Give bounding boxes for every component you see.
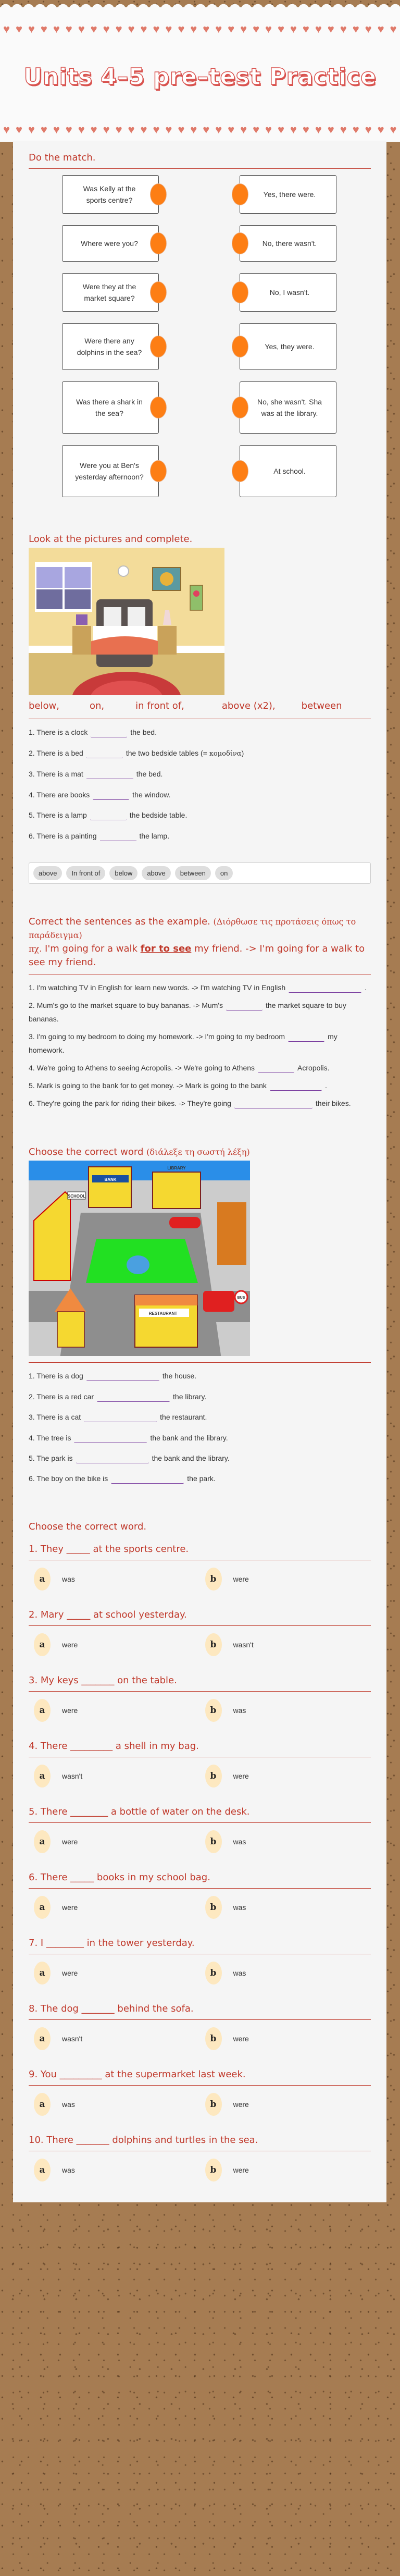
- heart-icon: ♥: [215, 124, 222, 136]
- heart-icon: ♥: [390, 23, 397, 35]
- answer-blank-input[interactable]: [86, 750, 123, 758]
- heart-icon: ♥: [390, 124, 397, 136]
- option-letter-b-icon: b: [205, 1699, 222, 1722]
- mc-question-text: 10. There _______ dolphins and turtles in the sea.: [29, 2135, 371, 2151]
- mc-option-b[interactable]: [200, 1830, 371, 1853]
- option-label: were: [233, 1574, 249, 1583]
- option-label: were: [62, 1706, 78, 1715]
- section-title: Choose the correct word (διάλεξε τη σωστή λέξη): [29, 1147, 250, 1158]
- heart-icon: ♥: [140, 23, 147, 35]
- connector-dot-icon[interactable]: [150, 460, 167, 482]
- heart-icon: ♥: [203, 124, 210, 136]
- heart-icon: ♥: [115, 124, 122, 136]
- mc-option-a[interactable]: [29, 2159, 200, 2181]
- mc-options: [29, 2093, 371, 2116]
- heart-icon: ♥: [128, 124, 135, 136]
- fill-sentence: 4. There are books the window.: [29, 790, 171, 799]
- correct-sentence: 5. Mark is going to the bank for to get money. -> Mark is going to the bank .: [29, 1081, 327, 1090]
- heart-icon: ♥: [28, 124, 35, 136]
- mc-question: [29, 1872, 371, 1919]
- answer-blank-input[interactable]: [270, 1082, 322, 1091]
- mc-option-b[interactable]: [200, 1765, 371, 1788]
- match-question-text: Were there any dolphins in the sea?: [77, 336, 142, 356]
- connector-dot-icon[interactable]: [150, 397, 167, 418]
- option-label: was: [233, 1968, 246, 1977]
- mc-options: [29, 1765, 371, 1788]
- word-bank-chip[interactable]: below: [109, 866, 138, 880]
- mc-option-a[interactable]: [29, 1633, 200, 1656]
- mc-option-b[interactable]: [200, 1568, 371, 1591]
- mc-question-text: 2. Mary _____ at school yesterday.: [29, 1609, 371, 1626]
- match-answer-text: No, I wasn't.: [269, 288, 310, 297]
- mc-question-text: 3. My keys _______ on the table.: [29, 1675, 371, 1692]
- town-section: [29, 1147, 371, 1484]
- option-label: were: [62, 1640, 78, 1649]
- match-question-text: Were you at Ben's yesterday afternoon?: [75, 461, 144, 481]
- bedroom-illustration-icon: [29, 548, 224, 695]
- mc-question-text: 5. There ________ a bottle of water on the desk.: [29, 1806, 371, 1823]
- option-letter-a-icon: a: [34, 1568, 51, 1591]
- word-bank-chip[interactable]: In front of: [66, 866, 105, 880]
- mc-question-text: 1. They _____ at the sports centre.: [29, 1544, 371, 1560]
- connector-dot-icon[interactable]: [150, 281, 167, 303]
- match-row: [29, 381, 371, 434]
- svg-text:SCHOOL: SCHOOL: [67, 1194, 86, 1199]
- heart-icon: ♥: [190, 23, 197, 35]
- heart-icon: ♥: [253, 124, 260, 136]
- match-answer-text: Yes, there were.: [263, 190, 316, 199]
- heart-icon: ♥: [153, 124, 160, 136]
- heart-icon: ♥: [128, 23, 135, 35]
- option-label: wasn't: [233, 1640, 254, 1649]
- option-letter-a-icon: a: [34, 2027, 51, 2050]
- option-label: was: [62, 2165, 75, 2174]
- heart-icon: ♥: [228, 23, 235, 35]
- heart-icon: ♥: [315, 124, 322, 136]
- heart-icon: ♥: [140, 124, 147, 136]
- heart-icon: ♥: [165, 124, 172, 136]
- heart-icon: ♥: [327, 23, 334, 35]
- connector-dot-icon[interactable]: [232, 460, 248, 482]
- word-hint: [29, 699, 371, 719]
- option-label: wasn't: [62, 2034, 83, 2043]
- match-row: [29, 323, 371, 370]
- mc-question: [29, 1806, 371, 1853]
- heart-icon: ♥: [78, 124, 85, 136]
- heart-icon: ♥: [228, 124, 235, 136]
- option-letter-b-icon: b: [205, 1896, 222, 1919]
- svg-text:BUS: BUS: [237, 1296, 245, 1300]
- heart-icon: ♥: [302, 124, 309, 136]
- heart-icon: ♥: [340, 23, 347, 35]
- fill-sentence: 4. The tree is the bank and the library.: [29, 1433, 228, 1442]
- mc-question: [29, 1544, 371, 1591]
- hint-word: in front of,: [135, 700, 184, 711]
- match-row: [29, 445, 371, 497]
- option-label: wasn't: [62, 1771, 83, 1780]
- correct-sentence: 4. We're going to Athens to seeing Acropolis. -> We're going to Athens Acropolis.: [29, 1063, 330, 1072]
- option-letter-a-icon: a: [34, 1699, 51, 1722]
- correct-sentences: [29, 981, 371, 1110]
- multiple-choice-questions: [29, 1544, 371, 2181]
- option-letter-a-icon: a: [34, 1633, 51, 1656]
- mc-question: [29, 2069, 371, 2116]
- town-map-illustration-icon: [29, 1161, 250, 1356]
- heart-icon: ♥: [103, 124, 110, 136]
- match-area: [29, 175, 371, 519]
- option-letter-b-icon: b: [205, 1568, 222, 1591]
- match-question-text: Was there a shark in the sea?: [76, 397, 143, 417]
- mc-option-b[interactable]: [200, 1633, 371, 1656]
- heart-icon: ♥: [277, 124, 285, 136]
- match-question[interactable]: [62, 225, 159, 262]
- heart-icon: ♥: [352, 23, 359, 35]
- option-letter-b-icon: b: [205, 1633, 222, 1656]
- connector-dot-icon[interactable]: [232, 397, 248, 418]
- option-letter-a-icon: a: [34, 1962, 51, 1985]
- heart-icon: ♥: [3, 124, 10, 136]
- heart-icon: ♥: [53, 124, 60, 136]
- heart-icon: ♥: [290, 23, 297, 35]
- match-answer-text: At school.: [273, 466, 306, 475]
- correct-sentence: 1. I'm watching TV in English for learn new words. -> I'm watching TV in English .: [29, 983, 367, 992]
- mc-question: [29, 1675, 371, 1722]
- mc-option-a[interactable]: [29, 1830, 200, 1853]
- fill-sentence: 5. There is a lamp the bedside table.: [29, 811, 188, 820]
- fill-sentence: 2. There is a bed the two bedside tables (= κομοδίνα): [29, 748, 244, 758]
- answer-blank-input[interactable]: [111, 1475, 184, 1484]
- mc-option-a[interactable]: [29, 1568, 200, 1591]
- option-label: was: [233, 1903, 246, 1912]
- heart-icon: ♥: [53, 23, 60, 35]
- heart-icon: ♥: [90, 23, 97, 35]
- page-header: [0, 7, 400, 142]
- heart-icon: ♥: [365, 23, 372, 35]
- mc-option-a[interactable]: [29, 1765, 200, 1788]
- answer-blank-input[interactable]: [234, 1100, 312, 1108]
- answer-blank-input[interactable]: [86, 1373, 159, 1381]
- match-question[interactable]: [62, 273, 159, 312]
- mc-question: [29, 2003, 371, 2050]
- mc-question-text: 8. The dog _______ behind the sofa.: [29, 2003, 371, 2020]
- match-question[interactable]: [62, 445, 159, 497]
- section-title: Choose the correct word.: [29, 1521, 147, 1532]
- match-question-text: Where were you?: [81, 239, 138, 248]
- connector-dot-icon[interactable]: [232, 281, 248, 303]
- heart-icon: ♥: [253, 23, 260, 35]
- heart-icon: ♥: [103, 23, 110, 35]
- board-footer: [0, 2202, 400, 2220]
- heart-icon: ♥: [40, 124, 47, 136]
- section-title: Do the match.: [29, 152, 371, 169]
- heart-icon: ♥: [65, 124, 72, 136]
- answer-blank-input[interactable]: [91, 729, 127, 737]
- match-answer[interactable]: [240, 445, 336, 497]
- option-label: was: [233, 1706, 246, 1715]
- mc-question-text: 7. I ________ in the tower yesterday.: [29, 1938, 371, 1954]
- heart-icon: ♥: [302, 23, 309, 35]
- mc-question-text: 9. You _________ at the supermarket last week.: [29, 2069, 371, 2086]
- connector-dot-icon[interactable]: [150, 336, 167, 358]
- match-answer[interactable]: [240, 225, 336, 262]
- mc-option-a[interactable]: [29, 1699, 200, 1722]
- page-title: Units 4–5 pre–test Practice: [23, 64, 377, 90]
- option-letter-b-icon: b: [205, 1765, 222, 1788]
- heart-icon: ♥: [40, 23, 47, 35]
- mc-option-b[interactable]: [200, 1962, 371, 1985]
- example-error-highlight: for to see: [140, 943, 192, 955]
- word-bank-chip[interactable]: above: [33, 866, 62, 880]
- mc-options: [29, 1568, 371, 1591]
- answer-blank-input[interactable]: [86, 771, 133, 779]
- connector-dot-icon[interactable]: [150, 183, 167, 205]
- answer-blank-input[interactable]: [90, 812, 127, 820]
- heart-icon: ♥: [178, 23, 185, 35]
- hint-word: above (x2),: [221, 700, 276, 711]
- answer-blank-input[interactable]: [93, 792, 129, 800]
- option-letter-a-icon: a: [34, 1765, 51, 1788]
- mc-question-text: 4. There _________ a shell in my bag.: [29, 1741, 371, 1757]
- heart-icon: ♥: [377, 23, 384, 35]
- match-question[interactable]: [62, 381, 159, 434]
- hearts-border-top: [3, 23, 397, 35]
- option-letter-b-icon: b: [205, 1830, 222, 1853]
- match-answer-text: No, she wasn't. Sha was at the library.: [257, 397, 322, 417]
- mc-option-a[interactable]: [29, 1896, 200, 1919]
- answer-blank-input[interactable]: [74, 1435, 147, 1443]
- connector-dot-icon[interactable]: [232, 232, 248, 254]
- option-letter-a-icon: a: [34, 2159, 51, 2181]
- heart-icon: ♥: [265, 124, 272, 136]
- answer-blank-input[interactable]: [76, 1455, 149, 1463]
- heart-icon: ♥: [290, 124, 297, 136]
- answer-blank-input[interactable]: [97, 1394, 170, 1402]
- mc-option-b[interactable]: [200, 2027, 371, 2050]
- bedroom-sentences: [29, 726, 371, 842]
- mc-option-b[interactable]: [200, 2159, 371, 2181]
- answer-blank-input[interactable]: [84, 1414, 157, 1422]
- mc-question-text: 6. There _____ books in my school bag.: [29, 1872, 371, 1889]
- heart-icon: ♥: [340, 124, 347, 136]
- fill-sentence: 6. The boy on the bike is the park.: [29, 1474, 216, 1483]
- match-question[interactable]: [62, 323, 159, 370]
- section-title: Look at the pictures and complete.: [29, 534, 193, 545]
- fill-sentence: 3. There is a mat the bed.: [29, 770, 163, 779]
- heart-icon: ♥: [377, 124, 384, 136]
- mc-option-b[interactable]: [200, 1699, 371, 1722]
- heart-icon: ♥: [3, 23, 10, 35]
- hint-word: below,: [29, 700, 59, 711]
- correct-sentence: 6. They're going the park for riding their bikes. -> They're going their bikes.: [29, 1099, 351, 1107]
- heart-icon: ♥: [327, 124, 334, 136]
- option-letter-a-icon: a: [34, 1830, 51, 1853]
- mc-option-a[interactable]: [29, 2027, 200, 2050]
- option-label: was: [233, 1837, 246, 1846]
- match-row: [29, 175, 371, 214]
- word-bank: [29, 862, 371, 884]
- heart-icon: ♥: [215, 23, 222, 35]
- hint-word: between: [301, 700, 342, 711]
- heart-icon: ♥: [28, 23, 35, 35]
- fill-sentence: 3. There is a cat the restaurant.: [29, 1413, 207, 1422]
- heart-icon: ♥: [153, 23, 160, 35]
- match-row: [29, 273, 371, 312]
- mc-option-b[interactable]: [200, 2093, 371, 2116]
- fill-sentence: 1. There is a clock the bed.: [29, 728, 157, 737]
- match-answer[interactable]: [240, 175, 336, 214]
- mc-question: [29, 1609, 371, 1656]
- svg-text:BANK: BANK: [104, 1177, 117, 1182]
- heart-icon: ♥: [190, 124, 197, 136]
- match-question[interactable]: [62, 175, 159, 214]
- correct-section: [29, 915, 371, 1111]
- correct-sentence: 2. Mum's go to the market square to buy bananas. -> Mum's the market square to buy bananas.: [29, 1001, 346, 1024]
- option-label: were: [233, 1771, 249, 1780]
- heart-icon: ♥: [352, 124, 359, 136]
- option-label: were: [233, 2034, 249, 2043]
- fill-sentence: 6. There is a painting the lamp.: [29, 831, 170, 840]
- heart-icon: ♥: [15, 23, 23, 35]
- option-letter-b-icon: b: [205, 2027, 222, 2050]
- option-letter-b-icon: b: [205, 2093, 222, 2116]
- multiple-choice-section: [29, 1521, 371, 2181]
- option-letter-b-icon: b: [205, 1962, 222, 1985]
- option-letter-a-icon: a: [34, 1896, 51, 1919]
- heart-icon: ♥: [78, 23, 85, 35]
- connector-dot-icon[interactable]: [232, 336, 248, 358]
- match-answer[interactable]: [240, 323, 336, 370]
- match-answer[interactable]: [240, 381, 336, 434]
- match-section: [29, 152, 371, 519]
- option-label: were: [62, 1968, 78, 1977]
- heart-icon: ♥: [240, 124, 247, 136]
- bedroom-section: [29, 534, 371, 884]
- mc-question: [29, 1938, 371, 1985]
- option-label: were: [62, 1837, 78, 1846]
- heart-icon: ♥: [315, 23, 322, 35]
- mc-question: [29, 1741, 371, 1788]
- option-label: was: [62, 2100, 75, 2109]
- word-bank-chip[interactable]: above: [142, 866, 170, 880]
- hearts-border-bottom: [3, 124, 397, 136]
- fill-sentence: 1. There is a dog the house.: [29, 1372, 197, 1381]
- town-sentences: [29, 1362, 371, 1484]
- scallop-edge: [0, 2, 400, 9]
- connector-dot-icon[interactable]: [150, 232, 167, 254]
- svg-text:RESTAURANT: RESTAURANT: [148, 1311, 178, 1316]
- heart-icon: ♥: [265, 23, 272, 35]
- section-title: Correct the sentences as the example. (Διόρθωσε τις προτάσεις όπως το παράδειγμα) πχ. I'm going for a walk for to see my friend. -> I'm going for a walk to see my friend.: [29, 915, 371, 975]
- heart-icon: ♥: [178, 124, 185, 136]
- answer-blank-input[interactable]: [289, 984, 361, 993]
- svg-text:LIBRARY: LIBRARY: [167, 1166, 186, 1171]
- mc-option-b[interactable]: [200, 1896, 371, 1919]
- mc-options: [29, 1699, 371, 1722]
- option-letter-a-icon: a: [34, 2093, 51, 2116]
- worksheet: [13, 141, 386, 2202]
- answer-blank-input[interactable]: [226, 1002, 262, 1010]
- option-label: were: [233, 2100, 249, 2109]
- option-letter-b-icon: b: [205, 2159, 222, 2181]
- match-row: [29, 225, 371, 262]
- heart-icon: ♥: [240, 23, 247, 35]
- match-answer-text: No, there wasn't.: [262, 239, 317, 248]
- fill-sentence: 2. There is a red car the library.: [29, 1392, 207, 1401]
- match-question-text: Were they at the market square?: [82, 282, 136, 302]
- option-label: was: [62, 1574, 75, 1583]
- heart-icon: ♥: [165, 23, 172, 35]
- mc-options: [29, 1633, 371, 1656]
- heart-icon: ♥: [203, 23, 210, 35]
- option-label: were: [233, 2165, 249, 2174]
- mc-options: [29, 2159, 371, 2181]
- heart-icon: ♥: [65, 23, 72, 35]
- heart-icon: ♥: [15, 124, 23, 136]
- mc-options: [29, 1962, 371, 1985]
- correct-sentence: 3. I'm going to my bedroom to doing my homework. -> I'm going to my bedroom my homework.: [29, 1032, 338, 1054]
- answer-blank-input[interactable]: [100, 833, 136, 841]
- answer-blank-input[interactable]: [258, 1065, 294, 1073]
- connector-dot-icon[interactable]: [232, 183, 248, 205]
- answer-blank-input[interactable]: [288, 1033, 324, 1042]
- heart-icon: ♥: [115, 23, 122, 35]
- word-bank-chip[interactable]: between: [175, 866, 211, 880]
- mc-question: [29, 2135, 371, 2181]
- mc-options: [29, 1896, 371, 1919]
- match-answer[interactable]: [240, 273, 336, 312]
- heart-icon: ♥: [277, 23, 285, 35]
- heart-icon: ♥: [365, 124, 372, 136]
- heart-icon: ♥: [90, 124, 97, 136]
- option-label: were: [62, 1903, 78, 1912]
- hint-word: on,: [89, 700, 105, 711]
- mc-option-a[interactable]: [29, 2093, 200, 2116]
- mc-option-a[interactable]: [29, 1962, 200, 1985]
- fill-sentence: 5. The park is the bank and the library.: [29, 1454, 230, 1462]
- match-question-text: Was Kelly at the sports centre?: [83, 184, 136, 204]
- match-answer-text: Yes, they were.: [265, 342, 315, 351]
- mc-options: [29, 1830, 371, 1853]
- word-bank-chip[interactable]: on: [215, 866, 233, 880]
- mc-options: [29, 2027, 371, 2050]
